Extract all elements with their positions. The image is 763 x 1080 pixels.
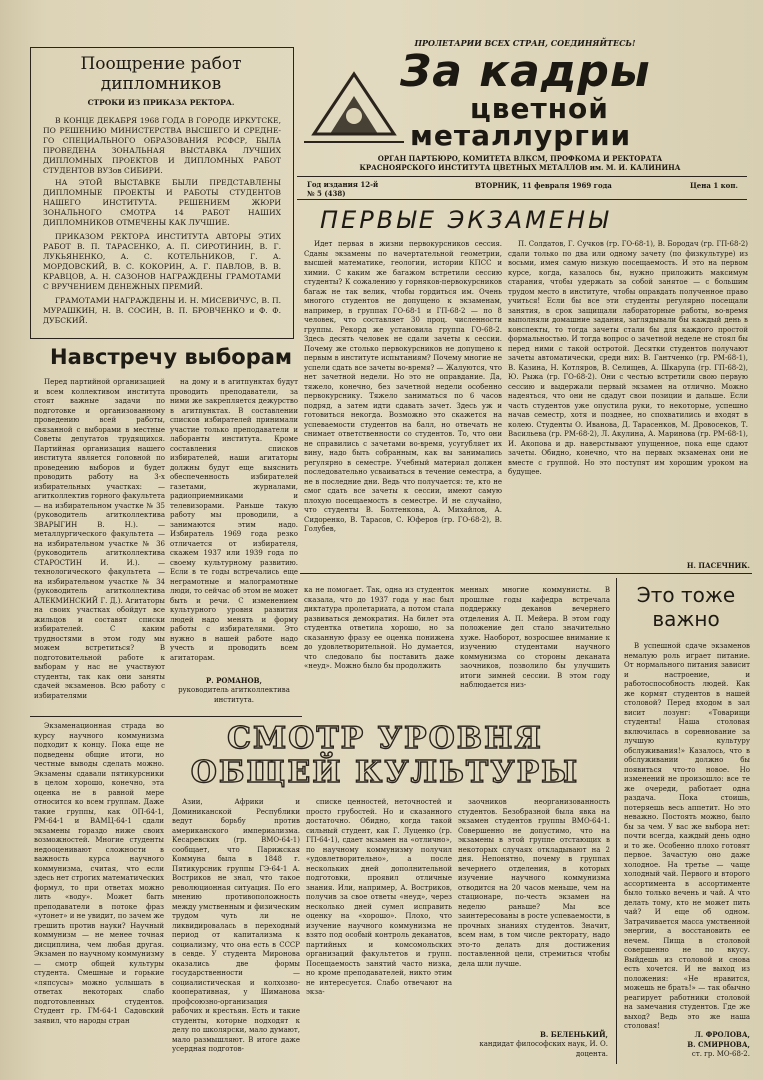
incentive-paragraph-1: В КОНЦЕ ДЕКАБРЯ 1968 ГОДА В ГОРОДЕ ИРКУТСКЕ, ПО РЕШЕНИЮ МИНИСТЕРСТВА ВЫСШЕГО И СРЕДНЕ-ГО СПЕЦИАЛЬНОГО ОБРАЗОВАНИЯ РСФСР, БЫЛА ПРОВЕДЕНА ЗОНАЛЬНАЯ ВЫСТАВКА ЛУЧШИХ ДИПЛОМНЫХ ПРОЕКТОВ И ДИПЛОМНЫХ РАБОТ СТУДЕНТОВ ВУЗов СИБИРИ. [43, 116, 281, 175]
important-author-1: Л. ФРОЛОВА, [694, 1030, 750, 1039]
masthead-issue: № 5 (438) [307, 189, 346, 198]
middle-column-1: ка не помогает. Так, одна из студенток сказала, что до 1937 года у нас был диктатура пролетариата, а потом стала развиваться демократия. На билет эта студентка ответила хорошо, но за сказанную фразу ее оценка понижена до удовлетворительной. Но думается, что следовало бы поставить даже «неуд». Можно было бы продолжить [304, 586, 454, 670]
incentive-paragraph-2: НА ЭТОЙ ВЫСТАВКЕ БЫЛИ ПРЕДСТАВЛЕНЫ ДИПЛОМНЫЕ ПРОЕКТЫ И РАБОТЫ СТУДЕНТОВ НАШЕГО ИНСТИТУТА. РЕШЕНИЕМ ЖЮРИ ЗОНАЛЬНОГО СМОТРА 14 РАБОТ НАШИХ ДИПЛОМНИКОВ ОТМЕЧЕНЫ КАК ЛУЧШИЕ. [43, 178, 281, 227]
masthead-rule-bottom [297, 199, 747, 200]
elections-author: Р. РОМАНОВ, [205, 676, 262, 685]
culture-title-line1: СМОТР УРОВНЯ [227, 721, 543, 756]
incentive-title: Поощрение работ дипломников [80, 54, 242, 94]
masthead-date: ВТОРНИК, 11 февраля 1969 года [475, 181, 612, 190]
culture-column-4: заочников неорганизованность студентов. Безобразной была явка на экзамен студентов группы ВМО-64-1. Совершенно не допустимо, что на экзамены в этой группе отстающих в некоторых случаях откладывают на 2 дня. Непонятно, почему в группах вечернего отделения, в которых изучение научного коммунизма отводится на 20 часов меньше, чем на стационаре, по-честь экзамен на неделю раньше? Мы все заинтересованы в росте успеваемости, в прочных знаниях студентов. Значит, всем нам, в том числе ректорату, надо это-то делать для достижения поставленной цели, стремиться чтобы дела шли лучше. [458, 798, 610, 968]
masthead-rule-top [297, 176, 747, 177]
incentive-subtitle: СТРОКИ ИЗ ПРИКАЗА РЕКТОРА. [87, 98, 235, 107]
exams-column-1: Идет первая в жизни первокурсников сессия. Сданы экзамены по начертательной геометрии, высшей математике, геологии, истории КПСС и химии. С каким же багажом встретили сессию студенты? К сожалению у горняков-первокурсников багаж не так велик, чтобы гордиться им. Очень многого студентов не допущено к экзаменам, например, в группах ГО-68-1 и ГП-68-2 — по 8 человек, что составляет 30 проц. численности группы. Рекорд же установила группа ГО-68-2. Здесь десять человек не сдали зачеты к сессии. Почему же столько первокурсников не допущено к первым в институте испытаниям? Почему многие не успели сдать все зачеты во-время? — Жалуются, что нет зачетной недели. Но это не оправдание. Да, тяжело, конечно, без зачетной недели особенно первокурснику. Тяжело заниматься по 6 часов подряд, а затем идти сдавать зачет. Здесь уж и готовиться некогда. Возможно это скажется на успеваемости студентов на балл, но отвечать не снимает ответственности со студентов. То, что они не справились с зачетами во-время, усугубляет их вину, надо быть собранным, как вы занимались регулярно в семестре. Учебный материал должен последовательно усваиваться в течение семестра, а не в последние дни. Ведь что получается: те, кто не смог сдать все зачеты к сессии, имеют самую плохую посещаемость в семестре. И не случайно, что студенты В. Болтенкова, А. Михайлов, А. Сидоренко, В. Тарасов, С. Юферов (гр. ГО-68-2), В. Голубев, [304, 240, 502, 533]
exams-author: Н. ПАСЕЧНИК. [686, 561, 750, 570]
masthead-title-line2: цветной [470, 92, 609, 125]
slogan: ПРОЛЕТАРИИ ВСЕХ СТРАН, СОЕДИНЯЙТЕСЬ! [414, 38, 636, 48]
important-author-2: В. СМИРНОВА, [687, 1040, 750, 1049]
important-body: В успешной сдаче экзаменов немалую роль играет питание. От нормального питания зависит и настроение, и работоспособность людей. Как же кормят студентов в нашей столовой? Перед входом в зал висит лозунг: «Товарищи студенты! Наша столовая включилась в соревнование за лучшую культуру обслуживания!» Казалось, что в обслуживании должно бы появиться что-то новое. Но изменений не произошло: все те же очереди, работает одна раздача. Пока стоишь, потеряешь весь аппетит. Но это неважно. Постоять можно, было бы за чем. У вас же выбора нет: почти всегда, каждый день одно и то же. Особенно плохо готовят первое. Зачастую оно даже холодное. На третье — чаще холодный чай. Первого и второго ассортимента в ассортименте было только вечень и чай. А что делать тому, кто не может пить чай? И еще об одном. Затрачивается масса умственной энергии, а восстановить ее нечем. Пища в столовой совершенно не по вкусу. Выйдешь из столовой и снова есть хочется. И не выход из положения: «Не нравится, можешь не брать!» — так обычно реагирует работники столовой на замечания студентов. Где же выход? Ведь это же наша столовая! [624, 642, 750, 1030]
masthead-price: Цена 1 коп. [690, 181, 738, 190]
culture-column-3: списке ценностей, неточностей и просто грубостей. Но и сказанного достаточно. Обидно, когда такой сильный студент, как Г. Луценко (гр. ГП-64-1), сдает экзамен на «отлично», по научному коммунизму получил «удовлетворительно», а после нескольких дней дополнительной подготовки, проявил отличные знания. Или, например, А. Востриков, получив за свое ответы «неуд», через несколько дней сумел исправить оценку на «хорошо». Плохо, что изучение научного коммунизма не взято под особый контроль деканатов, партийных и комсомольских организаций факультетов и групп. Посещаемость занятий часто низка, но кроме преподавателей, никто этим не интересуется. Слабо отвечают на экза- [306, 798, 452, 996]
culture-author-title: кандидат философских наук, И. О. доцента. [479, 1040, 608, 1058]
masthead-organ: ОРГАН ПАРТБЮРО, КОМИТЕТА ВЛКСМ, ПРОФКОМА И РЕКТОРАТА [377, 154, 663, 163]
culture-title-line2: ОБЩЕЙ КУЛЬТУРЫ [190, 755, 580, 790]
elections-author-title: руководитель агитколлектива института. [178, 686, 290, 704]
middle-column-2: менных многие коммунисты. В прошлые годы кафедра встречала поддержку деканов вечернего отделения А. П. Мейера. В этом году положение дел стало значительно хуже. Наоборот, возросшее внимание к изучению студентами научного коммунизма со стороны деканата заочников, позволило бы улучшить итоги зимней сессии. В этом году наблюдается низ- [460, 586, 610, 689]
incentive-paragraph-4: ГРАМОТАМИ НАГРАЖДЕНЫ И. Н. МИСЕВИЧУС, В. П. МУРАШКИН, Н. В. СОСИН, В. П. БРОВЧЕНКО и Ф. Ф. ДУБСКИЙ. [43, 296, 281, 325]
elections-column-2: на дому и в агитпунктах будут проводить преподаватели, за ними же закрепляется дежурство в агитпунктах. В составлении списков избирателей принимали участие только преподаватели и лаборанты института. Кроме составления списков избирателей, наши агитаторы должны будут еще выяснить обеспеченность избирателей газетами, журналами, радиоприемниками и телевизорами. Раньше такую работу мы проводили, а занимаются этим надо. Избиратель 1969 года резко отличается от избирателя, скажем 1937 или 1939 года по своему культурному развитию. Если в те годы встречались еще неграмотные и малограмотные люди, то сейчас об этом не может быть и речи. С изменением культурного уровня развития людей надо менять и форму работы с избирателями. Это нужно в нашей работе надо учесть и проводить всем агитаторам. [170, 378, 298, 662]
elections-title: Навстречу выборам [50, 345, 293, 369]
incentive-box [30, 47, 294, 339]
masthead-logo [304, 54, 404, 154]
culture-column-1: Экзаменационная страда во курсу научного коммунизма подходит к концу. Пока еще не подведены общие итоги, но честные выводы сделать можно. Экзамены сдавали пятикурсники в целом хорошо, конечно, эта оценка не в равной мере относится ко всем группам. Даже такие группы, как ОП-64-1, РМ-64-1 и ВАМЦ-64-1 сдали экзамены гораздо ниже своих возможностей. Многие студенты недооценивают сложности в важность курса научного коммунизма, считая, что если здесь нет строгих математических формул, то при ответах можно лить «воду». Может быть преподаватели в потоке фраз «утонет» и не увидит, по зачем же грешить против науки? Научный коммунизм — не менее точная дисциплина, чем любая другая. Экзамен по научному коммунизму — смотр общей культуры студента. Смешные и горькие «ляпсусы» можно услышать в ответах некоторых слабо подготовленных студентов. Студент гр. ГМ-64-1 Садовский заявил, что народы стран [34, 722, 164, 1025]
important-author-title: ст. гр. МО-68-2. [691, 1050, 750, 1058]
elections-column-1: Перед партийной организацией и всем коллективом института стоят важные задачи по подготовке и организованному проведению всей работы, связанной с выборами в местные Советы депутатов трудящихся. Партийная организация нашего института является головной по проведению выборов и будет проводить работу на 3-х избирательных участках: — агитколлектив горного факультета — на избирательном участке № 35 (руководитель агитколлектива ЗВАРЫГИН В. Н.). — металлургического факультета — на избирательном участке № 36 (руководитель агитколлектива СТАРОСТИН И. И.). — технологического факультета — на избирательном участке № 34 (руководитель агитколлектива АЛЕКМИНСКИЙ Г. Д.). Агитаторы на своих участках обойдут все жильцов и составят списки избирателей. С каким трудностями в этом году мы можем встретиться? В подготовительной работе к выборам у нас не участвуют студенты, так как они заняты сдачей экзаменов. Всю работу с избирателями [34, 378, 165, 700]
masthead-title-line1: За кадры [400, 46, 651, 97]
culture-author: В. БЕЛЕНЬКИЙ, [539, 1030, 608, 1039]
masthead-year: Год издания 12-й [307, 180, 379, 189]
masthead-institute: КРАСНОЯРСКОГО ИНСТИТУТА ЦВЕТНЫХ МЕТАЛЛОВ им. М. И. КАЛИНИНА [359, 163, 681, 172]
exams-column-2: П. Солдатов, Г. Сучков (гр. ГО-68-1), В. Бородач (гр. ГП-68-2) сдали только по два или одному зачету (по физкультуре) из восьми, имея самую низкую посещаемость. И это на первом курсе, когда, казалось бы, нужно приложить максимум старания, чтобы удержать за собой занятое — с большим трудом место в институте, чтобы оправдать полученное право учиться! Если бы все эти студенты регулярно посещали занятия, в срок защищали лабораторные работы, во-время выполняли домашние задания, заглядывали бы каждый день в конспекты, то тогда зачеты стали бы для каждого простой формальностью. И тогда вопрос о зачетной неделе не стоял бы перед ними с такой остротой. Десятки студентов получают зачеты автоматически, среди них: В. Гантченко (гр. РМ-68-1), В. Казина, Н. Котляров, В. Селищев, А. Шкарупа (гр. ГП-68-2), Ю. Рыжа (гр. ГО-68-2). Они с честью встретили свою первую сессию и выдержали первый экзамен на отлично. Можно надеяться, что они не сдадут свои позиции и дальше. Если часть студентов уже опустила руки, то некоторые, успешно начав семестр, хотя и позднее, но спохватились и входят в колею. Студенты О. Иванова, Д. Тарасенков, М. Дровосеков, Т. Васильева (гр. РМ-68-2), Л. Акулина, А. Маринова (гр. РМ-68-1), И. Акопова и др. наверстывают упущенное, пока еще сдают зачеты. Обидно, конечно, что на первых экзаменах они не вместе с группой. Но это поступят им хорошим уроком на будущее. [508, 240, 748, 476]
exams-title: ПЕРВЫЕ ЭКЗАМЕНЫ [320, 206, 611, 234]
important-title-line2: важно [652, 607, 720, 631]
elections-rule [30, 716, 302, 717]
exams-rule [300, 573, 752, 574]
important-title-line1: Это тоже [636, 583, 736, 607]
masthead-title-line3: металлургии [410, 119, 632, 152]
culture-column-2: Азии, Африки и Доминиканской Республики ведут борьбу против американского империализма. Кесаревских (гр. ВМО-64-1) сообщает, что Парижская Коммуна была в 1848 г. Пятикурсник группы ГЭ-64-1 А. Востриков не знал, что такое революционная ситуация. По его мнению противоположность между умственным и физическим трудом чуть ли не ликвидировалась в переходный период от капитализма к социализму, что она есть в СССР в севде. У студента Мироновa оказались две формы государственности — социалистическая и колхозно-кооперативная, у Шиманова профсоюзно-организация рабочих и крестьян. Есть и такие студенты, которые подходят к делу по школярски, мало думают, мало размышляют. В итоге даже усердная подготов- [172, 798, 300, 1053]
incentive-paragraph-3: ПРИКАЗОМ РЕКТОРА ИНСТИТУТА АВТОРЫ ЭТИХ РАБОТ В. П. ТАРАСЕНКО, А. П. СИРОТИНИН, В. Г. ЛУКЬЯНЕНКО, А. С. КОТЕЛЬНИКОВ, Г. А. МОРДОВСКИЙ, В. С. КОКОРИН, А. Г. ПАВЛОВ, В. В. КРАВЦОВ, А. Н. САЗОНОВ НАГРАЖДЕНЫ ГРАМОТАМИ С ВРУЧЕНИЕМ ДЕНЕЖНЫХ ПРЕМИЙ. [43, 232, 281, 291]
